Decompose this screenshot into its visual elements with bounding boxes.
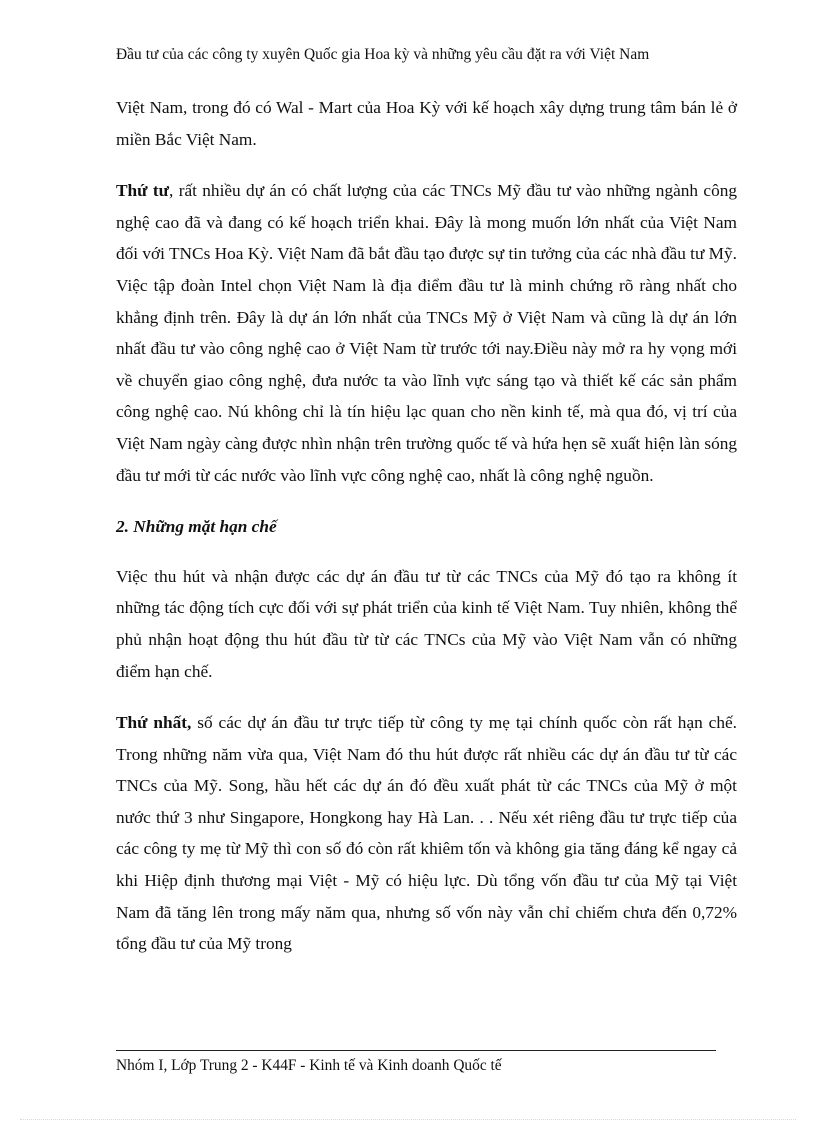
- paragraph-text: số các dự án đầu tư trực tiếp từ công ty mẹ tại chính quốc còn rất hạn chế. Trong những năm vừa qua, Việt Nam đó thu hút được rất nhiều các dự án đầu tư từ các TNCs của Mỹ. Song, hầu hết các dự án đó đều xuất phát từ các TNCs của Mỹ ở một nước thứ 3 như Singapore, Hongkong hay Hà Lan. . . Nếu xét riêng đầu tư trực tiếp của các công ty mẹ từ Mỹ thì con số đó còn rất khiêm tốn và không gia tăng đáng kể ngay cả khi Hiệp định thương mại Việt - Mỹ có hiệu lực. Dù tổng vốn đầu tư của Mỹ tại Việt Nam đã tăng lên trong mấy năm qua, nhưng số vốn này vẫn chỉ chiếm chưa đến 0,72% tổng đầu tư của Mỹ trong: [116, 713, 737, 954]
- footer-divider: [116, 1050, 716, 1051]
- paragraph-lead-bold: Thứ nhất,: [116, 713, 192, 733]
- paragraph-thu-nhat: [116, 707, 737, 960]
- paragraph-lead-bold: Thứ tư: [116, 181, 170, 201]
- section-heading: 2. Những mặt hạn chế: [116, 517, 277, 537]
- page-bottom-edge: [20, 1119, 796, 1120]
- running-footer: Nhóm I, Lớp Trung 2 - K44F - Kinh tế và Kinh doanh Quốc tế: [116, 1057, 502, 1074]
- paragraph-intro-limitations: Việc thu hút và nhận được các dự án đầu tư từ các TNCs của Mỹ đó tạo ra không ít những tác động tích cực đối với sự phát triển của kinh tế Việt Nam. Tuy nhiên, không thể phủ nhận hoạt động thu hút đầu từ từ các TNCs của Mỹ vào Việt Nam vẫn có những điểm hạn chế.: [116, 566, 737, 681]
- running-header: Đầu tư của các công ty xuyên Quốc gia Hoa kỳ và những yêu cầu đặt ra với Việt Nam: [116, 46, 650, 63]
- paragraph-text: , rất nhiều dự án có chất lượng của các TNCs Mỹ đầu tư vào những ngành công nghệ cao đã và đang có kế hoạch triển khai. Đây là mong muốn lớn nhất của Việt Nam đối với TNCs Hoa Kỳ. Việt Nam đã bắt đầu tạo được sự tin tưởng của các nhà đầu tư Mỹ. Việc tập đoàn Intel chọn Việt Nam là địa điểm đầu tư là minh chứng rõ ràng nhất cho khẳng định trên. Đây là dự án lớn nhất của TNCs Mỹ ở Việt Nam và cũng là dự án lớn nhất đầu tư vào công nghệ cao ở Việt Nam từ trước tới nay.Điều này mở ra hy vọng mới về chuyển giao công nghệ, đưa nước ta vào lĩnh vực sáng tạo và thiết kế các sản phẩm công nghệ cao. Nú không chỉ là tín hiệu lạc quan cho nền kinh tế, mà qua đó, vị trí của Việt Nam ngày càng được nhìn nhận trên trường quốc tế và hứa hẹn sẽ xuất hiện làn sóng đầu tư mới từ các nước vào lĩnh vực công nghệ cao, nhất là công nghệ nguồn.: [116, 181, 737, 485]
- paragraph-continuation: Việt Nam, trong đó có Wal - Mart của Hoa Kỳ với kế hoạch xây dựng trung tâm bán lẻ ở miền Bắc Việt Nam.: [116, 98, 737, 149]
- paragraph-thu-tu: [116, 175, 737, 491]
- document-body: [116, 92, 737, 980]
